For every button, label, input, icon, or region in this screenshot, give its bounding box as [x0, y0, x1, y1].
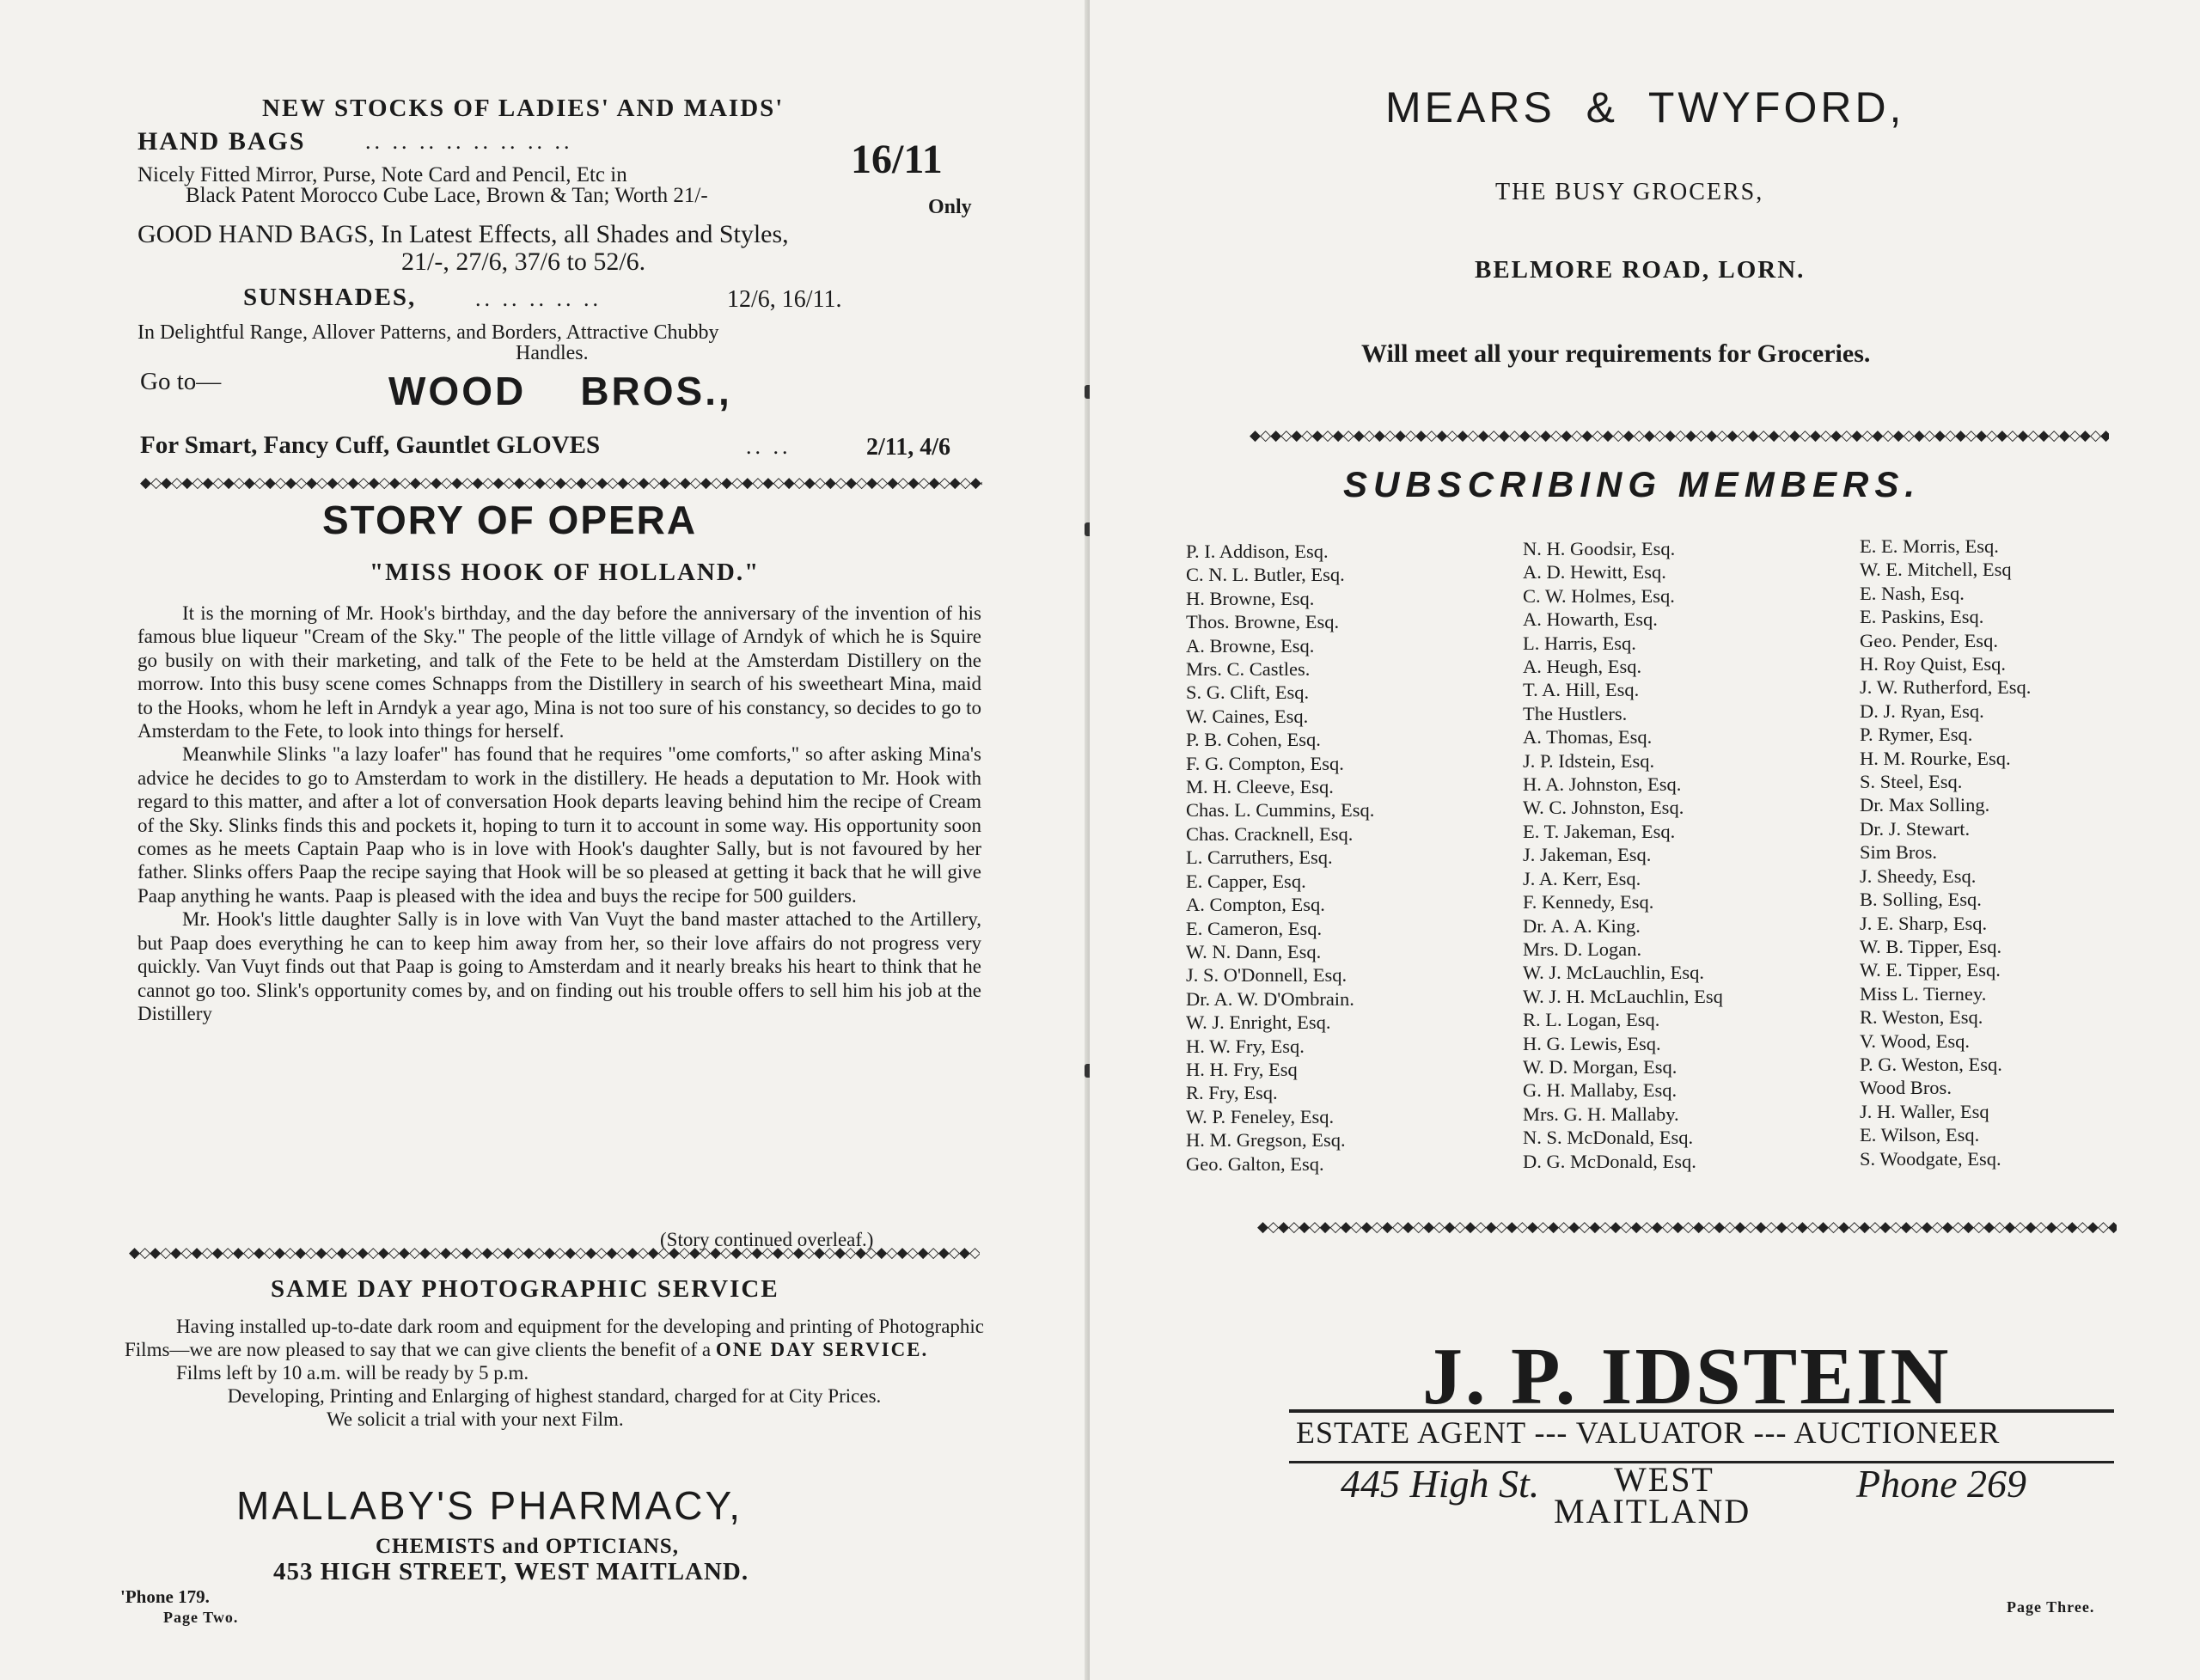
member-name: The Hustlers. [1523, 702, 1628, 724]
member-name: B. Solling, Esq. [1860, 889, 1982, 911]
idstein-town-1: WEST [1614, 1460, 1714, 1499]
hand-bags-price: 16/11 [851, 137, 943, 182]
member-name: J. Jakeman, Esq. [1523, 844, 1652, 866]
member-name: H. G. Lewis, Esq. [1523, 1032, 1661, 1054]
member-name: W. C. Johnston, Esq. [1523, 797, 1684, 819]
member-name: H. Roy Quist, Esq. [1860, 653, 2007, 675]
grocer-tagline: THE BUSY GROCERS, [1495, 179, 1764, 205]
member-name: A. D. Hewitt, Esq. [1523, 561, 1666, 583]
member-name: J. W. Rutherford, Esq. [1860, 676, 2032, 699]
hand-bags-desc-1: Nicely Fitted Mirror, Purse, Note Card and Pencil, Etc in [138, 163, 627, 186]
idstein-separator: --- [1534, 1415, 1568, 1450]
member-name: E. E. Morris, Esq. [1860, 535, 1999, 557]
sunshades-label: SUNSHADES, [243, 284, 417, 311]
photo-paragraph-text: Having installed up-to-date dark room and equipment for the developing and printing of Photographic Films—we are now pleased to say that we can give clients the benefit of a [125, 1316, 984, 1360]
member-name: W. E. Tipper, Esq. [1860, 959, 2001, 981]
opera-title: STORY OF OPERA [322, 498, 698, 542]
member-name: Dr. J. Stewart. [1860, 817, 1971, 840]
member-name: H. W. Fry, Esq. [1186, 1035, 1305, 1057]
member-name: E. Capper, Esq. [1186, 870, 1306, 892]
member-name: Geo. Pender, Esq. [1860, 629, 1998, 651]
member-name: Mrs. G. H. Mallaby. [1523, 1103, 1679, 1125]
member-name: F. Kennedy, Esq. [1523, 891, 1654, 913]
member-name: S. Steel, Esq. [1860, 771, 1963, 793]
member-name: Dr. A. W. D'Ombrain. [1186, 987, 1354, 1010]
member-name: N. H. Goodsir, Esq. [1523, 538, 1676, 559]
member-name: E. Wilson, Esq. [1860, 1124, 1980, 1146]
good-bags-line-1: GOOD HAND BAGS, In Latest Effects, all Shades and Styles, [138, 220, 789, 248]
member-name: Miss L. Tierney. [1860, 982, 1987, 1005]
idstein-separator: --- [1753, 1415, 1788, 1450]
member-name: E. Cameron, Esq. [1186, 917, 1323, 939]
member-name: H. H. Fry, Esq [1186, 1058, 1298, 1080]
photo-paragraph: Developing, Printing and Enlarging of highest standard, charged for at City Prices. [227, 1385, 882, 1407]
idstein-name: J. P. IDSTEIN [1422, 1332, 1952, 1421]
member-name: W. P. Feneley, Esq. [1186, 1105, 1335, 1127]
member-name: E. Nash, Esq. [1860, 582, 1965, 604]
member-name: Chas. Cracknell, Esq. [1186, 822, 1354, 845]
member-name: W. J. McLauchlin, Esq. [1523, 962, 1705, 984]
member-name: Chas. L. Cummins, Esq. [1186, 799, 1375, 822]
story-paragraph: It is the morning of Mr. Hook's birthday, and the day before the anniversary of the invention of his famous blue liqueur "Cream of the Sky." The people of the little village of Arndyk of which he is Squire go busily on with their marketing, and talk of the Fete to be held at the Amsterdam Distillery on the morrow. Into this busy scene comes Schnapps from the Distillery in search of his sweetheart Mina, maid to the Hooks, whom he left in Arndyk a year ago, Mina is not too sure of his constancy, so decides to go to Amsterdam to the Fete, to look into things for herself. [138, 602, 981, 742]
idstein-role: AUCTIONEER [1794, 1415, 2001, 1450]
member-name: J. S. O'Donnell, Esq. [1186, 964, 1348, 987]
gloves-price: 2/11, 4/6 [866, 434, 951, 461]
page-two [0, 0, 1090, 1680]
grocer-name: MEARS & TWYFORD, [1385, 83, 1905, 131]
member-name: H. A. Johnston, Esq. [1523, 773, 1682, 796]
member-name: A. Thomas, Esq. [1523, 726, 1653, 748]
hand-bags-leader: .. .. .. .. .. .. .. .. [365, 129, 573, 154]
member-name: J. A. Kerr, Esq. [1523, 867, 1641, 889]
member-name: T. A. Hill, Esq. [1523, 679, 1640, 701]
member-name: C. N. L. Butler, Esq. [1186, 564, 1345, 586]
member-name: W. B. Tipper, Esq. [1860, 935, 2002, 957]
member-name: Sim Bros. [1860, 841, 1938, 864]
grocer-tagline-2: Will meet all your requirements for Groceries. [1361, 339, 1871, 368]
idstein-town-2: MAITLAND [1554, 1492, 1751, 1530]
member-name: Wood Bros. [1860, 1077, 1952, 1099]
sunshades-price: 12/6, 16/11. [727, 286, 842, 313]
member-name: A. Browne, Esq. [1186, 634, 1315, 657]
diamond-rule [1250, 427, 2109, 444]
hand-bags-desc-2: Black Patent Morocco Cube Lace, Brown & Tan; Worth 21/- [186, 184, 708, 207]
one-day-service: ONE DAY SERVICE. [715, 1339, 929, 1360]
member-name: S. Woodgate, Esq. [1860, 1147, 2001, 1170]
member-name: P. I. Addison, Esq. [1186, 541, 1329, 562]
page-number-right: Page Three. [2007, 1598, 2095, 1616]
hand-bags-label: HAND BAGS [138, 127, 306, 156]
idstein-role: VALUATOR [1575, 1415, 1745, 1450]
member-name: H. Browne, Esq. [1186, 587, 1315, 609]
member-name: N. S. McDonald, Esq. [1523, 1127, 1694, 1149]
go-to-label: Go to— [140, 368, 222, 395]
idstein-phone: Phone 269 [1856, 1462, 2027, 1506]
member-name: P. Rymer, Esq. [1860, 724, 1973, 746]
member-name: G. H. Mallaby, Esq. [1523, 1079, 1678, 1102]
member-name: R. L. Logan, Esq. [1523, 1009, 1660, 1031]
member-name: E. Paskins, Esq. [1860, 606, 1984, 628]
member-name: D. J. Ryan, Esq. [1860, 699, 1984, 722]
member-name: Geo. Galton, Esq. [1186, 1152, 1324, 1175]
photo-paragraph [125, 1315, 984, 1361]
photo-paragraph: We solicit a trial with your next Film. [327, 1408, 624, 1430]
pharmacy-name: MALLABY'S PHARMACY, [236, 1483, 743, 1528]
member-name: W. J. Enright, Esq. [1186, 1011, 1331, 1034]
member-name: W. N. Dann, Esq. [1186, 940, 1322, 962]
member-name: J. P. Idstein, Esq. [1523, 749, 1655, 772]
member-name: M. H. Cleeve, Esq. [1186, 776, 1334, 798]
member-name: A. Compton, Esq. [1186, 894, 1325, 916]
story-continued: (Story continued overleaf.) [660, 1229, 874, 1250]
member-name: J. E. Sharp, Esq. [1860, 912, 1988, 934]
gloves-leader: .. .. [746, 434, 791, 459]
photo-service-body [125, 1315, 984, 1431]
member-name: Mrs. D. Logan. [1523, 938, 1642, 960]
member-name: A. Heugh, Esq. [1523, 656, 1642, 678]
gloves-line: For Smart, Fancy Cuff, Gauntlet GLOVES [140, 431, 601, 459]
member-name: H. M. Gregson, Esq. [1186, 1129, 1346, 1152]
pharmacy-phone: 'Phone 179. [120, 1586, 210, 1607]
member-name: Dr. A. A. King. [1523, 914, 1641, 937]
diamond-rule [129, 1244, 980, 1262]
member-name: W. Caines, Esq. [1186, 705, 1309, 727]
members-title: SUBSCRIBING MEMBERS. [1343, 464, 1922, 504]
hand-bags-only: Only [928, 196, 972, 218]
member-name: J. Sheedy, Esq. [1860, 864, 1977, 887]
member-name: P. G. Weston, Esq. [1860, 1053, 2002, 1075]
diamond-rule [1257, 1219, 2117, 1236]
story-paragraph: Mr. Hook's little daughter Sally is in love with Van Vuyt the band master attached to the Artillery, but Paap does everything he can to keep him away from her, so their love affairs do not progress very quickly. Van Vuyt finds out that Paap is going to Amsterdam and it nearly breaks his heart to think that he cannot go too. Slink's opportunity comes by, and on finding out his trouble offers to sell him his job at the Distillery [138, 908, 981, 1024]
member-name: R. Fry, Esq. [1186, 1082, 1278, 1104]
pharmacy-address: 453 HIGH STREET, WEST MAITLAND. [273, 1558, 749, 1585]
members-column-2 [1523, 537, 1723, 1173]
opera-subtitle: "MISS HOOK OF HOLLAND." [370, 559, 761, 586]
diamond-rule [140, 474, 982, 492]
wood-bros-name: WOOD BROS., [388, 369, 732, 413]
sunshades-leader: .. .. .. .. .. [475, 286, 602, 311]
member-name: E. T. Jakeman, Esq. [1523, 820, 1676, 842]
member-name: H. M. Rourke, Esq. [1860, 747, 2011, 769]
member-name: L. Carruthers, Esq. [1186, 846, 1333, 869]
member-name: D. G. McDonald, Esq. [1523, 1150, 1696, 1172]
member-name: C. W. Holmes, Esq. [1523, 584, 1675, 607]
member-name: R. Weston, Esq. [1860, 1006, 1983, 1029]
photo-heading: SAME DAY PHOTOGRAPHIC SERVICE [271, 1275, 779, 1303]
member-name: Thos. Browne, Esq. [1186, 611, 1340, 633]
bags-heading: NEW STOCKS OF LADIES' AND MAIDS' [262, 95, 785, 122]
good-bags-line-2: 21/-, 27/6, 37/6 to 52/6. [401, 247, 646, 276]
story-paragraph: Meanwhile Slinks "a lazy loafer" has found that he requires "ome comforts," so after asking Mina's advice he decides to go to Amsterdam to work in the distillery. He heads a deputation to Mr. Hook with regard to this matter, and after a lot of conversation Hook departs leaving behind him the recipe of Cream of the Sky. Slinks finds this and pockets it, hoping to turn it to account in some way. His opportunity soon comes as he meets Captain Paap who is in love with Hook's daughter Sally, but is not favoured by her father. Slinks offers Paap the recipe saying that Hook will be so pleased at getting it back that he will give Paap anything he wants. Paap is pleased with the idea and buys the recipe for 500 guilders. [138, 743, 981, 907]
member-name: F. G. Compton, Esq. [1186, 752, 1344, 774]
idstein-address: 445 High St. [1341, 1462, 1540, 1506]
member-name: J. H. Waller, Esq [1860, 1100, 1989, 1122]
member-name: P. B. Cohen, Esq. [1186, 729, 1321, 751]
member-name: S. G. Clift, Esq. [1186, 681, 1310, 704]
member-name: W. E. Mitchell, Esq [1860, 559, 2012, 581]
sunshades-desc-1: In Delightful Range, Allover Patterns, and Borders, Attractive Chubby [138, 321, 719, 344]
members-column-1 [1186, 540, 1374, 1176]
member-name: Dr. Max Solling. [1860, 794, 1990, 816]
photo-paragraph: Films left by 10 a.m. will be ready by 5 p.m. [176, 1362, 529, 1384]
member-name: Mrs. C. Castles. [1186, 658, 1311, 681]
member-name: W. D. Morgan, Esq. [1523, 1055, 1678, 1078]
idstein-roles [1296, 1414, 2112, 1451]
opera-story [138, 602, 981, 1025]
member-name: W. J. H. McLauchlin, Esq [1523, 985, 1723, 1007]
member-name: L. Harris, Esq. [1523, 632, 1636, 654]
idstein-role: ESTATE AGENT [1296, 1415, 1526, 1450]
grocer-address: BELMORE ROAD, LORN. [1475, 256, 1806, 284]
member-name: A. Howarth, Esq. [1523, 608, 1658, 631]
pharmacy-chemists: CHEMISTS and OPTICIANS, [376, 1535, 679, 1558]
sunshades-desc-2: Handles. [516, 342, 589, 364]
members-column-3 [1860, 535, 2031, 1170]
member-name: V. Wood, Esq. [1860, 1029, 1971, 1052]
page-number-left: Page Two. [163, 1609, 239, 1626]
